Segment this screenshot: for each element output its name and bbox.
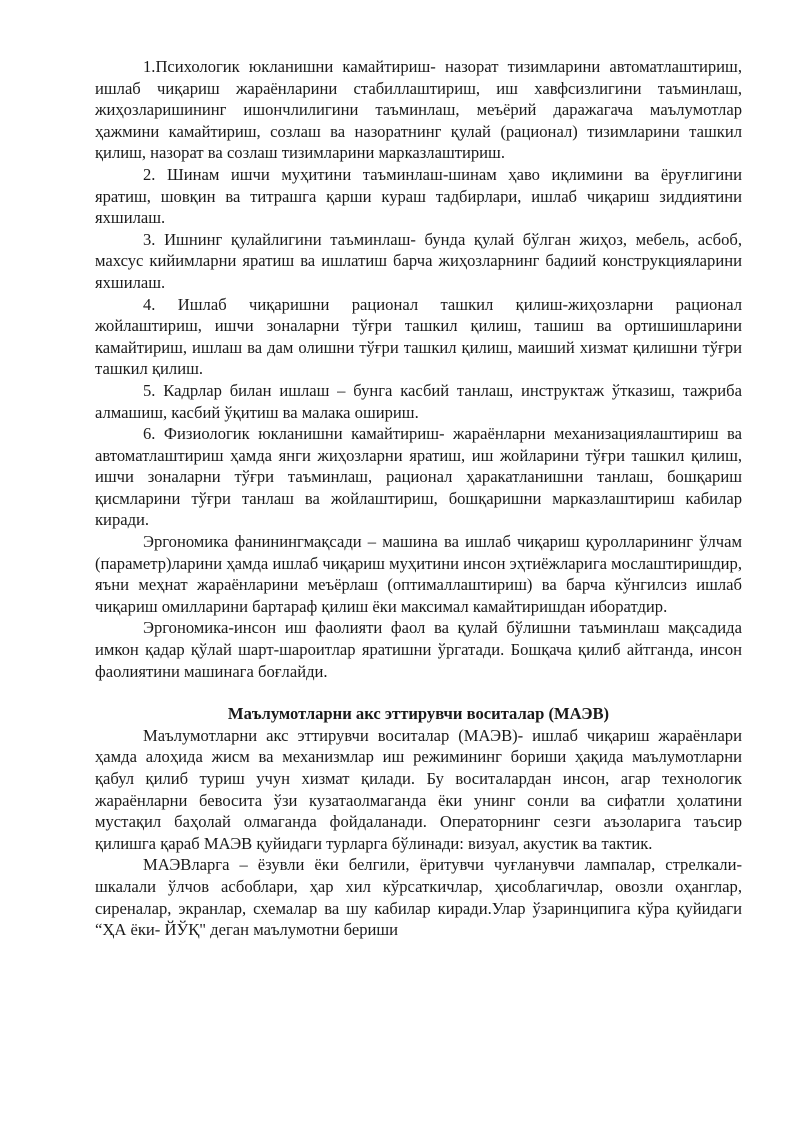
paragraph-ergonomics-goal: Эргономика фанинингмақсади – машина ва ишлаб чиқариш қуролларининг ўлчам (параметр)ларини ҳамда ишлаб чиқариш муҳитини инсон эҳтиёжларига мослаштиришдир, яъни меҳнат жараёнларини меъёрлаш (оптималлаштириш) ва барча кўнгилсиз ишлаб чиқариш омилларини бартараф қилиш ёки максимал камайтиришдан иборатдир. — [95, 532, 742, 616]
paragraph-work-environment: 2. Шинам ишчи муҳитини таъминлаш-шинам ҳаво иқлимини ва ёруғлигини яратиш, шовқин ва титрашга қарши кураш тадбирлари, ишлаб чиқариш зиддиятини яхшилаш. — [95, 164, 742, 228]
paragraph-psychological-load: 1.Психологик юкланишни камайтириш- назорат тизимларини автоматлаштириш, ишлаб чиқариш жараёнларини стабиллаштириш, иш хавфсизлигини таъминлаш, жиҳозларишининг ишончлилигини таъминлаш, меъёрий даражагача маълумотлар ҳажмини камайтириш, созлаш ва назоратнинг қулай (рационал) тизимларини ташкил қилиш, назорат ва созлаш тизимларини марказлаштириш. — [95, 57, 742, 163]
section-heading: Маълумотларни акс эттирувчи воситалар (МАЭВ) — [227, 704, 610, 724]
paragraph-physiological-load: 6. Физиологик юкланишни камайтириш- жараёнларни механизациялаштириш ва автоматлаштириш ҳамда янги жиҳозларни яратиш, иш жойларини тўғри ташкил қилиш, ишчи зоналарни тўғри таъминлаш, рационал ҳаракатланишни танлаш, бошқариш қисмларини тўғри танлаш ва жойлаштириш, бошқаришни марказлаштириш кабилар киради. — [95, 424, 742, 530]
paragraph-ergonomics-definition: Эргономика-инсон иш фаолияти фаол ва қулай бўлишни таъминлаш мақсадида имкон қадар қўлай шарт-шароитлар яратишни ўргатади. Бошқача қилиб айтганда, инсон фаолиятини машинага боғлайди. — [95, 618, 742, 681]
paragraph-maev-types: МАЭВларга – ёзувли ёки белгили, ёритувчи чуғланувчи лампалар, стрелкали-шкалали ўлчов асбоблари, ҳар хил кўрсаткичлар, ҳисоблагичлар, овозли оҳанглар, сиреналар, экранлар, схемалар ва шу кабилар киради.Улар ўзаринципига кўра қуйидаги “ҲА ёки- ЙЎҚ" деган маълумотни бериши — [95, 855, 742, 940]
paragraph-rational-organization: 4. Ишлаб чиқаришни рационал ташкил қилиш-жиҳозларни рационал жойлаштириш, ишчи зоналарни тўғри ташкил қилиш, ташиш ва ортишишларини камайтириш, ишлаш ва дам олишни тўғри ташкил қилиш, маиший хизмат қилишни тўғри ташкил қилиш. — [95, 294, 742, 379]
paragraph-work-comfort: 3. Ишнинг қулайлигини таъминлаш- бунда қулай бўлган жиҳоз, мебель, асбоб, махсус кийимларни яратиш ва ишлатиш барча жиҳозларнинг бадиий конструкцияларини яхшилаш. — [95, 229, 742, 292]
document-page — [95, 56, 742, 941]
paragraph-maev-definition: Маълумотларни акс эттирувчи воситалар (МАЭВ)- ишлаб чиқариш жараёнлари ҳамда алоҳида жисм ва механизмлар иш режимининг бориши ҳақида маълумотларни қабул қилиб туриш учун хизмат қилади. Бу воситалардан инсон, агар технологик жараёнларни бевосита ўзи кузатаолмаганда ёки унинг сонли ва сифатли ҳолатини мустақил баҳолай олмаганда фойдаланади. Операторнинг сезги аъзоларига таъсир қилишга қараб МАЭВ қуйидаги турларга бўлинади: визуал, акустик ва тактик. — [95, 725, 742, 853]
paragraph-personnel: 5. Кадрлар билан ишлаш – бунга касбий танлаш, инструктаж ўтказиш, тажриба алмашиш, касбий ўқитиш ва малака ошириш. — [95, 380, 742, 422]
